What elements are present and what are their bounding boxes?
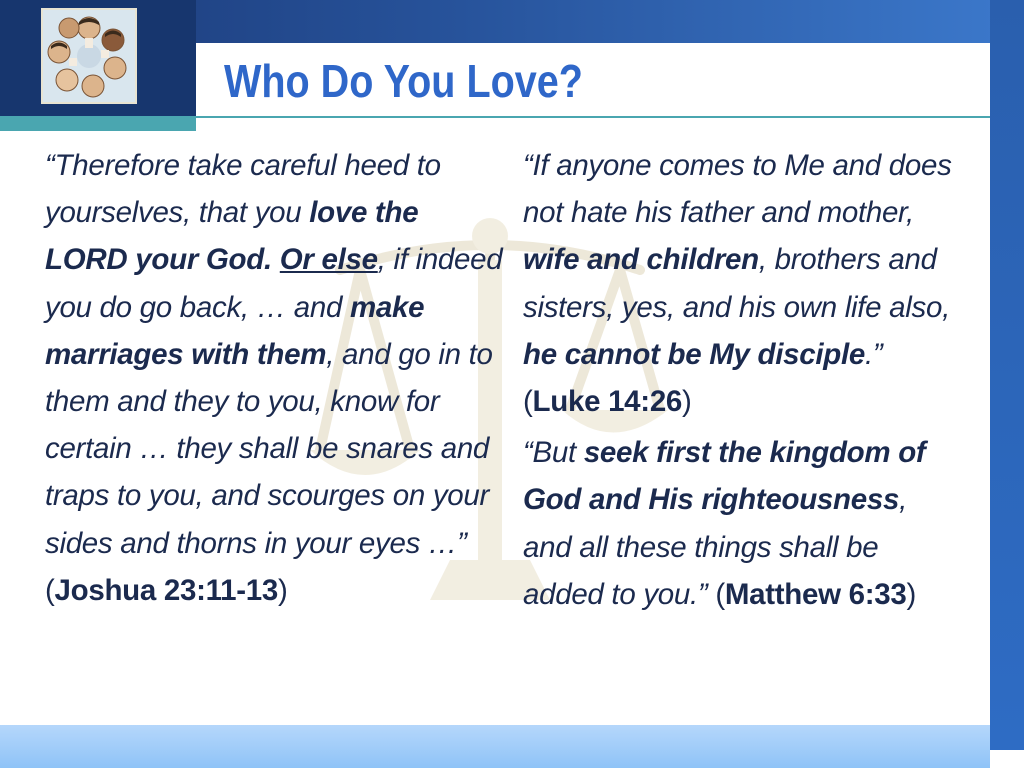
quote-text: , and all these things shall be added to you.” xyxy=(523,483,907,611)
quote-matthew-text xyxy=(523,429,963,618)
quote-emphasis: he cannot be My disciple xyxy=(523,337,865,371)
quote-emphasis: make marriages with them xyxy=(45,290,425,371)
quote-text: .” xyxy=(864,337,883,371)
quote-text xyxy=(272,243,280,276)
quote-joshua-text xyxy=(45,142,505,614)
page-title: Who Do You Love? xyxy=(224,55,583,107)
bottom-band xyxy=(0,725,990,768)
quote-text: “But xyxy=(523,436,584,470)
right-blue-strip xyxy=(990,0,1024,750)
scripture-reference: Joshua 23:11-13 xyxy=(54,573,278,607)
scripture-reference: Luke 14:26 xyxy=(532,385,683,419)
quote-emphasis-underlined: Or else xyxy=(279,243,378,277)
quotes-right xyxy=(523,142,963,618)
quote-text: , if indeed you do go back, … and xyxy=(45,243,503,324)
quote-joshua xyxy=(45,142,505,614)
quote-luke-text xyxy=(523,142,963,425)
logo-block xyxy=(0,0,196,116)
quote-emphasis: wife and children xyxy=(523,243,759,277)
quote-text: , brothers and sisters, yes, and his own life also, xyxy=(523,243,950,324)
reference-paren: ( xyxy=(707,577,725,611)
reference-paren: ( xyxy=(45,573,55,607)
teal-accent-line xyxy=(196,116,1024,118)
group-photo-icon xyxy=(41,8,137,104)
teal-accent-bar xyxy=(0,116,196,131)
quote-emphasis: love the LORD your God. xyxy=(45,196,419,277)
quote-emphasis: seek first the kingdom of God and His righteousness xyxy=(523,436,926,517)
reference-paren: ) xyxy=(277,573,288,607)
title-panel xyxy=(196,43,990,116)
reference-paren: ) xyxy=(682,385,692,419)
quote-text: , and go in to them and they to you, know for certain … they shall be snares and traps to you, and scourges on your sides and thorns in your eyes …” xyxy=(45,337,493,560)
scripture-reference: Matthew 6:33 xyxy=(724,577,907,611)
quote-text: “Therefore take careful heed to yourselves, that you xyxy=(45,149,441,230)
reference-paren: ( xyxy=(523,385,533,419)
quote-text: “If anyone comes to Me and does not hate his father and mother, xyxy=(523,149,952,230)
reference-paren: ) xyxy=(906,577,917,611)
